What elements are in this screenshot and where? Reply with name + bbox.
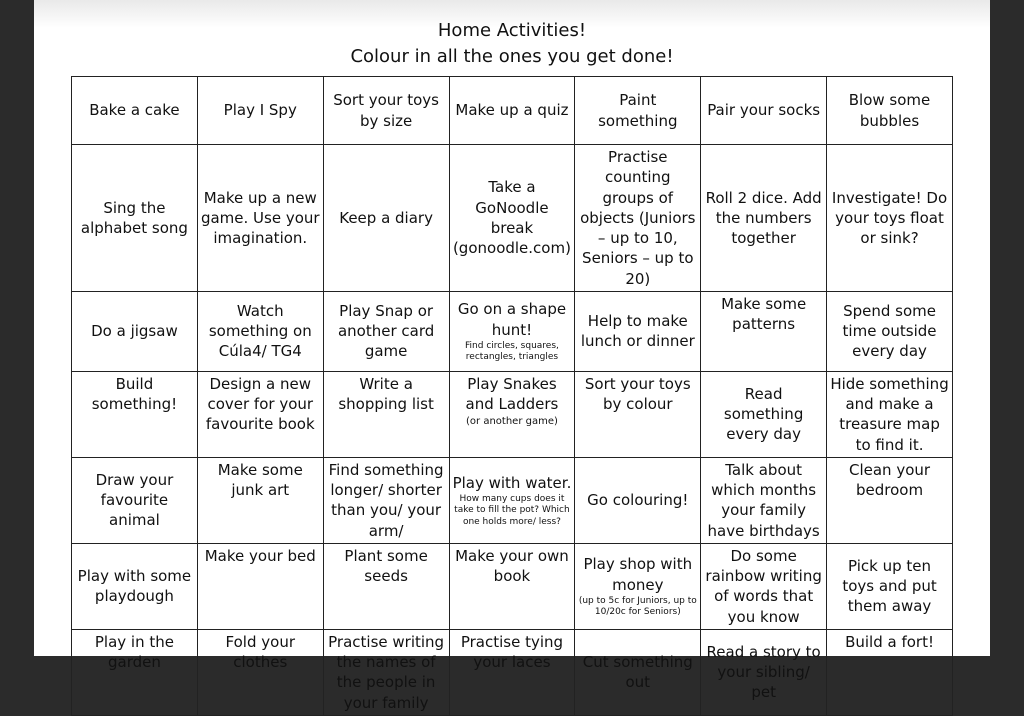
activity-cell: Build something! — [72, 371, 198, 457]
activity-cell: Sort your toys by size — [323, 77, 449, 145]
activity-cell: Make up a new game. Use your imagination. — [197, 145, 323, 292]
activity-cell: Roll 2 dice. Add the numbers together — [701, 145, 827, 292]
activity-cell: Investigate! Do your toys float or sink? — [827, 145, 953, 292]
activity-cell: Play Snap or another card game — [323, 291, 449, 371]
activity-cell: Pick up ten toys and put them away — [827, 543, 953, 629]
activity-cell: Fold your clothes — [197, 629, 323, 715]
activity-label: Play with water. — [452, 473, 572, 492]
activity-cell — [449, 457, 575, 543]
activity-cell: Sort your toys by colour — [575, 371, 701, 457]
activity-cell: Make up a quiz — [449, 77, 575, 145]
activity-cell: Practise writing the names of the people in your family — [323, 629, 449, 715]
activity-label: Go on a shape hunt! — [457, 300, 567, 339]
activity-cell: Make some patterns — [701, 291, 827, 371]
activity-cell: Paint something — [575, 77, 701, 145]
activity-cell: Play with some playdough — [72, 543, 198, 629]
activity-cell: Do a jigsaw — [72, 291, 198, 371]
activity-grid — [71, 76, 953, 716]
activity-cell: Design a new cover for your favourite book — [197, 371, 323, 457]
activity-cell: Draw your favourite animal — [72, 457, 198, 543]
activity-cell: Take a GoNoodle break (gonoodle.com) — [449, 145, 575, 292]
activity-cell: Make your bed — [197, 543, 323, 629]
activity-cell — [449, 291, 575, 371]
activity-cell: Watch something on Cúla4/ TG4 — [197, 291, 323, 371]
activity-cell: Play in the garden — [72, 629, 198, 715]
activity-cell: Practise counting groups of objects (Juniors – up to 10, Seniors – up to 20) — [575, 145, 701, 292]
activity-note: (up to 5c for Juniors, up to 10/20c for Seniors) — [578, 595, 697, 617]
activity-cell: Find something longer/ shorter than you/ your arm/ — [323, 457, 449, 543]
activity-label: Play shop with money — [583, 555, 693, 594]
activity-cell: Clean your bedroom — [827, 457, 953, 543]
activity-cell: Read a story to your sibling/ pet — [701, 629, 827, 715]
activity-cell — [449, 371, 575, 457]
activity-cell: Sing the alphabet song — [72, 145, 198, 292]
grid-row — [72, 145, 953, 292]
activity-cell — [575, 543, 701, 629]
activity-cell: Play I Spy — [197, 77, 323, 145]
activity-cell: Build a fort! — [827, 629, 953, 715]
worksheet-page — [34, 0, 990, 712]
grid-row — [72, 457, 953, 543]
activity-label: Play Snakes and Ladders — [465, 374, 559, 413]
activity-cell: Cut something out — [575, 629, 701, 715]
activity-cell: Pair your socks — [701, 77, 827, 145]
grid-row — [72, 77, 953, 145]
grid-row — [72, 629, 953, 715]
activity-cell: Keep a diary — [323, 145, 449, 292]
activity-cell: Do some rainbow writing of words that you know — [701, 543, 827, 629]
grid-row — [72, 371, 953, 457]
page-title: Home Activities! — [437, 20, 587, 41]
grid-row — [72, 291, 953, 371]
activity-cell: Read something every day — [701, 371, 827, 457]
activity-cell: Talk about which months your family have birthdays — [701, 457, 827, 543]
grid-row — [72, 543, 953, 629]
activity-cell: Make your own book — [449, 543, 575, 629]
activity-cell: Plant some seeds — [323, 543, 449, 629]
activity-cell: Hide something and make a treasure map to find it. — [827, 371, 953, 457]
activity-cell: Bake a cake — [72, 77, 198, 145]
activity-cell: Spend some time outside every day — [827, 291, 953, 371]
activity-note: How many cups does it take to fill the pot? Which one holds more/ less? — [454, 494, 570, 527]
activity-cell: Make some junk art — [197, 457, 323, 543]
page-subtitle: Colour in all the ones you get done! — [350, 46, 674, 67]
activity-cell: Practise tying your laces — [449, 629, 575, 715]
activity-cell: Help to make lunch or dinner — [575, 291, 701, 371]
activity-cell: Write a shopping list — [323, 371, 449, 457]
activity-cell: Go colouring! — [575, 457, 701, 543]
activity-note: Find circles, squares, rectangles, triangles — [465, 340, 559, 362]
activity-cell: Blow some bubbles — [827, 77, 953, 145]
activity-note: (or another game) — [466, 416, 558, 428]
